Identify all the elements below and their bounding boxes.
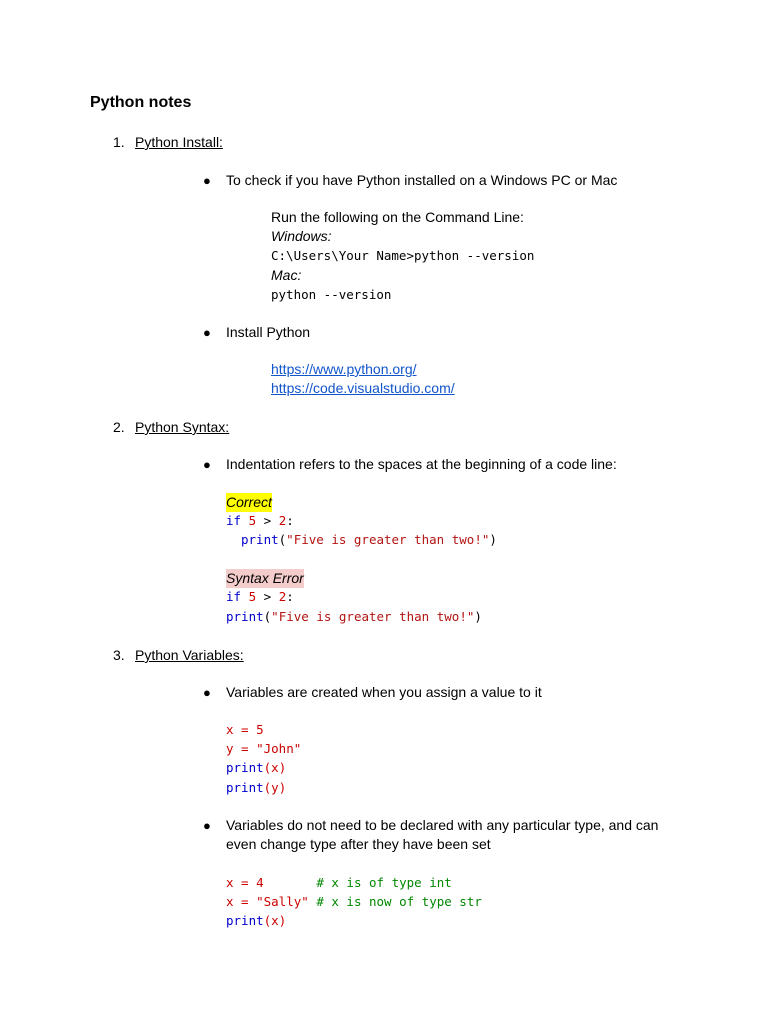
windows-command: C:\Users\Your Name>python --version [271, 248, 535, 263]
section-number-2: 2. [113, 419, 125, 435]
bullet-icon: ● [203, 818, 211, 833]
code-line: print(y) [226, 780, 287, 795]
correct-label: Correct [226, 494, 272, 510]
code-line: x = "Sally" # x is now of type str [226, 894, 482, 909]
bullet-icon: ● [203, 685, 211, 700]
install-bullet-install: Install Python [226, 324, 311, 340]
section-heading-install: Python Install: [135, 134, 223, 150]
code-line: if 5 > 2: [226, 589, 294, 604]
install-run-line: Run the following on the Command Line: [271, 209, 524, 225]
code-line: print("Five is greater than two!") [241, 532, 497, 547]
section-number-3: 3. [113, 647, 125, 663]
code-line: print(x) [226, 913, 287, 928]
section-heading-syntax: Python Syntax: [135, 419, 230, 435]
bullet-icon: ● [203, 457, 211, 472]
section-heading-variables: Python Variables: [135, 647, 244, 663]
page-title: Python notes [90, 94, 192, 111]
variables-bullet-2-line-1: Variables do not need to be declared with any particular type, and can [226, 817, 659, 833]
code-line: y = "John" [226, 741, 302, 756]
section-number-1: 1. [113, 134, 125, 150]
bullet-icon: ● [203, 173, 211, 188]
mac-label: Mac: [271, 267, 302, 283]
variables-bullet-2-line-2: even change type after they have been set [226, 836, 491, 852]
code-line: if 5 > 2: [226, 513, 294, 528]
code-line: x = 4 # x is of type int [226, 875, 452, 890]
code-line: x = 5 [226, 722, 264, 737]
bullet-icon: ● [203, 325, 211, 340]
windows-label: Windows: [271, 228, 332, 244]
variables-bullet-1: Variables are created when you assign a value to it [226, 684, 542, 700]
syntax-bullet: Indentation refers to the spaces at the beginning of a code line: [226, 456, 617, 472]
mac-command: python --version [271, 287, 392, 302]
install-bullet-check: To check if you have Python installed on a Windows PC or Mac [226, 172, 618, 188]
vscode-link[interactable]: https://code.visualstudio.com/ [271, 380, 455, 396]
syntax-error-label: Syntax Error [226, 570, 304, 586]
python-org-link[interactable]: https://www.python.org/ [271, 361, 417, 377]
code-line: print(x) [226, 760, 287, 775]
code-line: print("Five is greater than two!") [226, 609, 482, 624]
